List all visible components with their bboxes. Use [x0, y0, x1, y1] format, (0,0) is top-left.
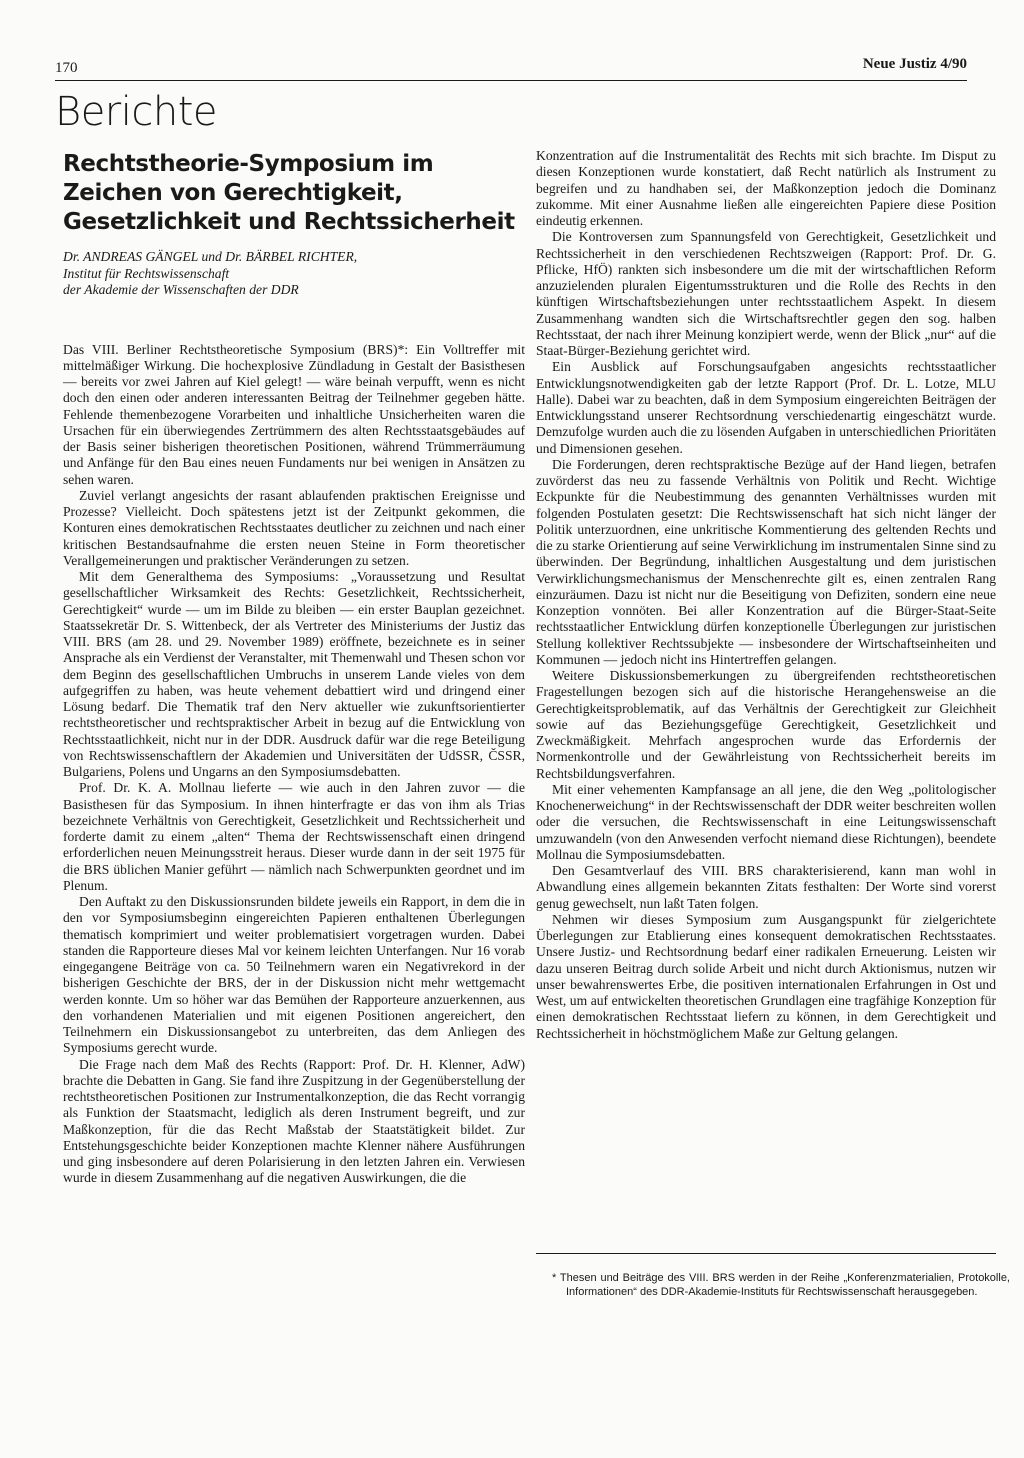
body-paragraph: Weitere Diskussionsbemerkungen zu übergreifenden rechtstheoretischen Fragestellungen bezogen sich auf die historische Herangehensweise an die Gerechtigkeitsproblematik, auf das Verhältnis der Gerechtigkeit zur Gleichheit sowie auf das Beziehungsgefüge Gerechtigkeit, Gesetzlichkeit und Zweckmäßigkeit. Mehrfach angesprochen wurde das Erfordernis der Normenkontrolle und der Gewährleistung von Rechtssicherheit bereits im Rechtsbildungsverfahren.	[536, 668, 996, 781]
body-paragraph: Mit einer vehementen Kampfansage an all jene, die den Weg „politologischer Knochenerweichung“ in der Rechtswissenschaft der DDR weiter beschreiten wollen oder die versuchen, die Rechtswissenschaft in eine Leitungswissenschaft umzuwandeln (von den Anwesenden verfocht niemand diese Richtungen), beendete Mollnau die Symposiumsdebatten.	[536, 781, 996, 862]
body-paragraph: Den Auftakt zu den Diskussionsrunden bildete jeweils ein Rapport, in dem die in den vor Symposiumsbeginn eingereichten Papieren enthaltenen Überlegungen thematisch komprimiert und weiter problematisiert vorgetragen wurden. Dabei standen die Rapporteure dieses Mal vor keinem leichten Unterfangen. Nur 16 vorab eingegangene Beiträge von ca. 50 Teilnehmern waren ein Negativrekord in der bisherigen Geschichte der BRS, der in der Diskussion nicht mehr wettgemacht werden konnte. Um so höher war das Bemühen der Rapporteure anzuerkennen, aus den vorhandenen Materialien und mit eigenen Positionen angereichert, den Teilnehmern ein Diskussionsangebot zu unterbreiten, das dem Anliegen des Symposiums gerecht wurde.	[63, 894, 525, 1056]
body-paragraph: Die Frage nach dem Maß des Rechts (Rapport: Prof. Dr. H. Klenner, AdW) brachte die Debatten in Gang. Sie fand ihre Zuspitzung in der Gegenüberstellung der rechtstheoretischen Positionen zur Instrumentalkonzeption, die das Recht vorrangig als Funktion der Staatsmacht, lediglich als deren Instrument begreift, und zur Maßkonzeption, für die das Recht Maßstab der Staatstätigkeit bildet. Zur Entstehungsgeschichte beider Konzeptionen machte Klenner nähere Ausführungen und ging insbesondere auf deren Polarisierung in den letzten Jahren ein. Verwiesen wurde in diesem Zusammenhang auf die negativen Auswirkungen, die die	[63, 1056, 525, 1186]
body-paragraph: Nehmen wir dieses Symposium zum Ausgangspunkt für zielgerichtete Überlegungen zur Etablierung eines konsequent demokratischen Rechtsstaates. Unsere Justiz- und Rechtsordnung bedarf einer radikalen Erneuerung. Leisten wir dazu unseren Beitrag durch solide Arbeit und nicht durch Aktionismus, nutzen wir unser bewahrenswertes Erbe, die positiven internationalen Erfahrungen in Ost und West, um auf entwickelten theoretischen Grundlagen eine tragfähige Konzeption für einen demokratischen Rechtsstaat liefern zu können, in dem Gerechtigkeit und Rechtssicherheit in höchstmöglichem Maße zur Geltung gelangen.	[536, 911, 996, 1041]
author-affiliation: Institut für Rechtswissenschaft	[63, 265, 230, 281]
right-column	[536, 148, 996, 1042]
section-title: Berichte	[55, 89, 217, 135]
footnote: * Thesen und Beiträge des VIII. BRS werden in der Reihe „Konferenzmaterialien, Protokolle, Informationen“ des DDR-Akademie-Instituts für Rechtswissenschaft herausgegeben.	[552, 1272, 1010, 1298]
body-paragraph: Konzentration auf die Instrumentalität des Rechts mit sich brachte. Im Disput zu diesen Konzeptionen wurde konstatiert, daß Recht natürlich als Instrument zu begreifen und zu handhaben sei, der Maßkonzeption jedoch die Dominanz zukomme. Mit einer Ausnahme ließen alle eingereichten Papiere diese Position eindeutig erkennen.	[536, 148, 996, 228]
body-paragraph: Prof. Dr. K. A. Mollnau lieferte — wie auch in den Jahren zuvor — die Basisthesen für das Symposium. In ihnen hinterfragte er das von ihm als Trias bezeichnete Verhältnis von Gerechtigkeit, Gesetzlichkeit und Rechtssicherheit und forderte damit zu einem „alten“ Thema der Rechtswissenschaft einen dringend erforderlichen neuen Meinungsstreit heraus. Dieser wurde dann in der seit 1975 für die BRS üblichen Manier geführt — nämlich nach Schwerpunkten geordnet und im Plenum.	[63, 780, 525, 893]
body-paragraph: Zuviel verlangt angesichts der rasant ablaufenden praktischen Ereignisse und Prozesse? Vielleicht. Doch spätestens jetzt ist der Zeitpunkt gekommen, die Konturen eines demokratischen Rechtsstaates deutlicher zu zeichnen und nach einer kritischen Bestandsaufnahme die ersten neuen Steine in Form theoretischer Verallgemeinerungen und praktischer Veränderungen zu setzen.	[63, 487, 525, 568]
article-headline: Rechtstheorie-Symposium im Zeichen von Gerechtigkeit, Gesetzlichkeit und Rechtssicherheit	[63, 151, 515, 235]
body-paragraph: Mit dem Generalthema des Symposiums: „Voraussetzung und Resultat gesellschaftlicher Wirksamkeit des Rechts: Gesetzlichkeit, Rechtssicherheit, Gerechtigkeit“ wurde — um im Bilde zu bleiben — ein erster Bauplan gezeichnet. Staatssekretär Dr. S. Wittenbeck, der als Vertreter des Ministeriums der Justiz das VIII. BRS (am 28. und 29. November 1989) eröffnete, bezeichnete es in seiner Ansprache als ein Verdienst der Veranstalter, mit Themenwahl und Thesen schon vor dem Beginn des gesellschaftlichen Umbruchs in unserem Lande vieles von dem aufgegriffen zu haben, was heute vehement debattiert wird und dringend einer Lösung bedarf. Die Thematik traf den Nerv aktueller wie zukunftsorientierter rechtstheoretischer und rechtspraktischer Arbeit in bezug auf die Entwicklung von Rechtsstaatlichkeit, nicht nur in der DDR. Ausdruck dafür war die rege Beteiligung von Rechtswissenschaftlern der Akademien und Universitäten der UdSSR, ČSSR, Bulgariens, Polens und Ungarns an den Symposiumsdebatten.	[63, 569, 525, 779]
body-paragraph: Die Kontroversen zum Spannungsfeld von Gerechtigkeit, Gesetzlichkeit und Rechtssicherheit in den verschiedenen Rechtszweigen (Rapport: Prof. Dr. G. Pflicke, HfÖ) rankten sich insbesondere um die mit der wirtschaftlichen Reform anzuzielenden pluralen Eigentumsstrukturen und die Rolle des Rechts in den künftigen Wirtschaftsbeziehungen unter rechtsstaatlichem Aspekt. In diesem Zusammenhang wandten sich die Wirtschaftsrechtler gegen den sog. halben Rechtsstaat, der nach ihrer Meinung konzipiert werde, wenn der Blick „nur“ auf die Staat-Bürger-Beziehung gerichtet wird.	[536, 229, 996, 358]
body-paragraph: Den Gesamtverlauf des VIII. BRS charakterisierend, kann man wohl in Abwandlung eines allgemein bekannten Zitats festhalten: Der Worte sind vorerst genug gewechselt, nun laßt Taten folgen.	[536, 863, 996, 911]
author-affiliation: der Akademie der Wissenschaften der DDR	[63, 282, 299, 297]
footnote-rule	[536, 1253, 996, 1254]
header-rule	[55, 80, 967, 81]
author-names: Dr. ANDREAS GÄNGEL und Dr. BÄRBEL RICHTER,	[63, 249, 358, 264]
page-number: 170	[55, 60, 78, 76]
body-paragraph: Die Forderungen, deren rechtspraktische Bezüge auf der Hand liegen, betrafen zuvörderst das neu zu fassende Verhältnis von Politik und Recht. Wichtige Eckpunkte für die Neubestimmung des genannten Verhältnisses wurden mit folgenden Postulaten gesetzt: Die Rechtswissenschaft hat sich nicht länger der Politik unterzuordnen, eine unkritische Kommentierung des geltenden Rechts und die zu starke Orientierung auf seine Verwirklichung im instrumentalen Sinne sind zu überwinden. Der Begründung, inhaltlichen Ausgestaltung und dem juristischen Verwirklichungsmechanismus der Menschenrechte gilt es, einen zentralen Rang einzuräumen. Dazu ist nicht nur die Beseitigung von Defiziten, sondern eine neue Konzeption vonnöten. Bei aller Konzentration auf die Bürger-Staat-Seite rechtsstaatlicher Entwicklung dürfen konzeptionelle Überlegungen zur juristischen Stellung kollektiver Rechtssubjekte — insbesondere der Wirtschaftseinheiten und Kommunen — jedoch nicht ins Hintertreffen gelangen.	[536, 456, 996, 667]
body-paragraph: Das VIII. Berliner Rechtstheoretische Symposium (BRS)*: Ein Volltreffer mit mittelmäßiger Wirkung. Die hochexplosive Zündladung in Gestalt der Basisthesen — bereits vor zwei Jahren auf Kiel gelegt! — wäre beinah verpufft, wenn es nicht doch den einen oder anderen interessanten Beitrag der Teilnehmer gegeben hätte. Fehlende themenbezogene Vorarbeiten und inhaltliche Unsicherheiten waren die Ursachen für ein überwiegendes Zertrümmern des alten Rechtsstaatsgebäudes auf der Basis seiner bisherigen theoretischen Positionen, während Trümmerräumung und Anfänge für den Bau eines neuen Fundaments nur bei wenigen in Ansätzen zu sehen waren.	[63, 341, 525, 487]
journal-title: Neue Justiz 4/90	[862, 56, 967, 72]
left-column	[63, 150, 525, 1187]
author-block	[63, 249, 525, 299]
body-paragraph: Ein Ausblick auf Forschungsaufgaben angesichts rechtsstaatlicher Entwicklungsnotwendigkeiten gab der letzte Rapport (Prof. Dr. L. Lotze, MLU Halle). Dabei war zu beachten, daß in dem Symposium eingereichten Beiträgen der Entwicklungsstand unserer Rechtsordnung verschiedenartig eingeschätzt wurde. Demzufolge wurden auch die zu lösenden Aufgaben in unterschiedlichen Prioritäten und Dimensionen gesehen.	[536, 359, 996, 456]
